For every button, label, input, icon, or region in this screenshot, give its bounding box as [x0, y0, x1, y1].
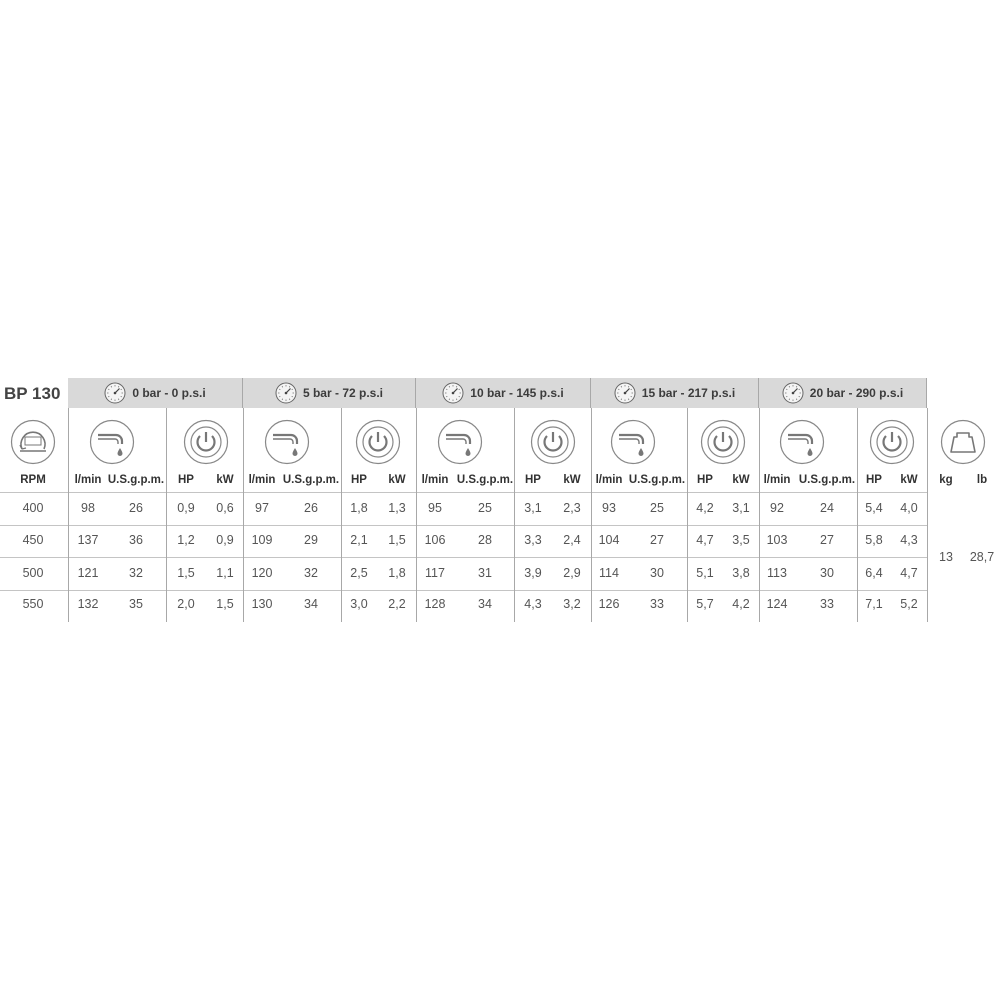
table-cell: 29: [304, 533, 318, 547]
rpm-value: 550: [22, 597, 44, 611]
usgpm-header: U.S.g.p.m.: [107, 474, 165, 486]
table-cell: 3,0: [350, 597, 368, 611]
hp-header: HP: [178, 474, 194, 486]
table-cell: 26: [304, 501, 318, 515]
lmin-header: l/min: [248, 474, 276, 486]
pressure-label: 15 bar - 217 p.s.i: [641, 386, 736, 400]
rpm-value: 500: [22, 566, 44, 580]
pressure-header-3: [591, 378, 759, 408]
table-cell: 1,8: [388, 566, 406, 580]
table-cell: 114: [599, 566, 619, 580]
table-cell: 3,8: [732, 566, 750, 580]
table-cell: 2,1: [350, 533, 368, 547]
table-cell: 1,2: [177, 533, 195, 547]
table-cell: 27: [820, 533, 834, 547]
pressure-label: 20 bar - 290 p.s.i: [809, 386, 904, 400]
table-cell: 2,9: [563, 566, 581, 580]
pressure-gauge-icon: [614, 382, 636, 404]
table-cell: 103: [766, 533, 788, 547]
pressure-header-1: [243, 378, 416, 408]
table-cell: 2,0: [177, 597, 195, 611]
table-cell: 34: [304, 597, 318, 611]
table-cell: 121: [77, 566, 99, 580]
pressure-header-0: [68, 378, 243, 408]
table-cell: 25: [650, 501, 664, 515]
table-cell: 130: [251, 597, 273, 611]
rpm-header: RPM: [20, 474, 46, 486]
lmin-header: l/min: [421, 474, 449, 486]
table-cell: 4,7: [696, 533, 714, 547]
pressure-header-4: [759, 378, 927, 408]
table-cell: 137: [77, 533, 99, 547]
lb-header: lb: [976, 474, 988, 486]
table-cell: 33: [820, 597, 834, 611]
table-cell: 0,9: [177, 501, 195, 515]
table-cell: 6,4: [865, 566, 883, 580]
kw-header: kW: [563, 474, 581, 486]
table-cell: 113: [767, 566, 787, 580]
table-cell: 1,8: [350, 501, 368, 515]
usgpm-header: U.S.g.p.m.: [456, 474, 514, 486]
table-cell: 32: [304, 566, 318, 580]
table-cell: 5,2: [900, 597, 918, 611]
table-cell: 5,8: [865, 533, 883, 547]
lmin-header: l/min: [74, 474, 102, 486]
weight-icon: [940, 419, 986, 465]
usgpm-header: U.S.g.p.m.: [282, 474, 340, 486]
row-divider: [0, 557, 927, 558]
power-icon: [530, 419, 576, 465]
table-cell: 128: [424, 597, 446, 611]
column-divider: [857, 408, 858, 622]
table-cell: 0,6: [216, 501, 234, 515]
table-cell: 98: [81, 501, 95, 515]
table-cell: 95: [428, 501, 442, 515]
column-divider: [166, 408, 167, 622]
table-cell: 3,3: [524, 533, 542, 547]
lmin-header: l/min: [763, 474, 791, 486]
table-cell: 25: [478, 501, 492, 515]
table-cell: 3,9: [524, 566, 542, 580]
faucet-drop-icon: [779, 419, 825, 465]
table-cell: 27: [650, 533, 664, 547]
table-cell: 33: [650, 597, 664, 611]
column-divider: [927, 408, 928, 622]
kw-header: kW: [900, 474, 918, 486]
table-cell: 0,9: [216, 533, 234, 547]
power-icon: [355, 419, 401, 465]
table-cell: 2,5: [350, 566, 368, 580]
table-cell: 1,3: [388, 501, 406, 515]
column-divider: [591, 408, 592, 622]
table-cell: 24: [820, 501, 834, 515]
table-cell: 120: [251, 566, 273, 580]
faucet-drop-icon: [610, 419, 656, 465]
table-cell: 5,7: [696, 597, 714, 611]
rpm-icon: [10, 419, 56, 465]
table-cell: 1,1: [216, 566, 234, 580]
table-cell: 1,5: [216, 597, 234, 611]
pressure-gauge-icon: [782, 382, 804, 404]
table-cell: 4,7: [900, 566, 918, 580]
table-cell: 30: [820, 566, 834, 580]
table-cell: 3,2: [563, 597, 581, 611]
power-icon: [700, 419, 746, 465]
pressure-header-2: [416, 378, 591, 408]
table-cell: 92: [770, 501, 784, 515]
model-title: BP 130: [4, 384, 61, 403]
table-cell: 31: [478, 566, 492, 580]
table-cell: 117: [425, 566, 445, 580]
weight-kg-value: 13: [939, 550, 953, 564]
column-divider: [416, 408, 417, 622]
kw-header: kW: [388, 474, 406, 486]
lmin-header: l/min: [595, 474, 623, 486]
weight-lb-value: 28,7: [969, 550, 995, 564]
table-cell: 109: [251, 533, 273, 547]
table-cell: 93: [602, 501, 616, 515]
table-cell: 5,4: [865, 501, 883, 515]
table-cell: 4,0: [900, 501, 918, 515]
power-icon: [183, 419, 229, 465]
table-cell: 35: [129, 597, 143, 611]
table-cell: 3,1: [524, 501, 542, 515]
column-divider: [687, 408, 688, 622]
hp-header: HP: [525, 474, 541, 486]
table-cell: 2,3: [563, 501, 581, 515]
table-cell: 3,5: [732, 533, 750, 547]
table-cell: 2,2: [388, 597, 406, 611]
table-cell: 124: [766, 597, 788, 611]
column-divider: [514, 408, 515, 622]
pressure-label: 5 bar - 72 p.s.i: [302, 386, 384, 400]
usgpm-header: U.S.g.p.m.: [798, 474, 856, 486]
power-icon: [869, 419, 915, 465]
faucet-drop-icon: [89, 419, 135, 465]
table-cell: 1,5: [388, 533, 406, 547]
table-cell: 32: [129, 566, 143, 580]
table-cell: 4,3: [900, 533, 918, 547]
table-cell: 36: [129, 533, 143, 547]
table-cell: 34: [478, 597, 492, 611]
table-cell: 106: [424, 533, 446, 547]
table-cell: 7,1: [865, 597, 883, 611]
row-divider: [0, 590, 927, 591]
usgpm-header: U.S.g.p.m.: [628, 474, 686, 486]
table-cell: 3,1: [732, 501, 750, 515]
rpm-value: 400: [22, 501, 44, 515]
column-divider: [759, 408, 760, 622]
hp-header: HP: [351, 474, 367, 486]
kw-header: kW: [216, 474, 234, 486]
table-cell: 28: [478, 533, 492, 547]
column-divider: [243, 408, 244, 622]
kg-header: kg: [939, 474, 953, 486]
pressure-gauge-icon: [275, 382, 297, 404]
table-cell: 26: [129, 501, 143, 515]
pressure-label: 10 bar - 145 p.s.i: [470, 386, 564, 400]
faucet-drop-icon: [264, 419, 310, 465]
pressure-gauge-icon: [104, 382, 126, 404]
row-divider: [0, 525, 927, 526]
hp-header: HP: [697, 474, 713, 486]
column-divider: [68, 408, 69, 622]
hp-header: HP: [866, 474, 882, 486]
table-cell: 126: [598, 597, 620, 611]
column-divider: [341, 408, 342, 622]
table-cell: 97: [255, 501, 269, 515]
table-cell: 4,2: [732, 597, 750, 611]
table-cell: 132: [77, 597, 99, 611]
faucet-drop-icon: [437, 419, 483, 465]
row-divider: [0, 492, 927, 493]
table-cell: 30: [650, 566, 664, 580]
pressure-gauge-icon: [442, 382, 464, 404]
table-cell: 5,1: [696, 566, 714, 580]
kw-header: kW: [732, 474, 750, 486]
table-cell: 4,3: [524, 597, 542, 611]
table-cell: 1,5: [177, 566, 195, 580]
table-cell: 104: [598, 533, 620, 547]
rpm-value: 450: [22, 533, 44, 547]
table-cell: 4,2: [696, 501, 714, 515]
pressure-label: 0 bar - 0 p.s.i: [132, 386, 206, 400]
table-cell: 2,4: [563, 533, 581, 547]
